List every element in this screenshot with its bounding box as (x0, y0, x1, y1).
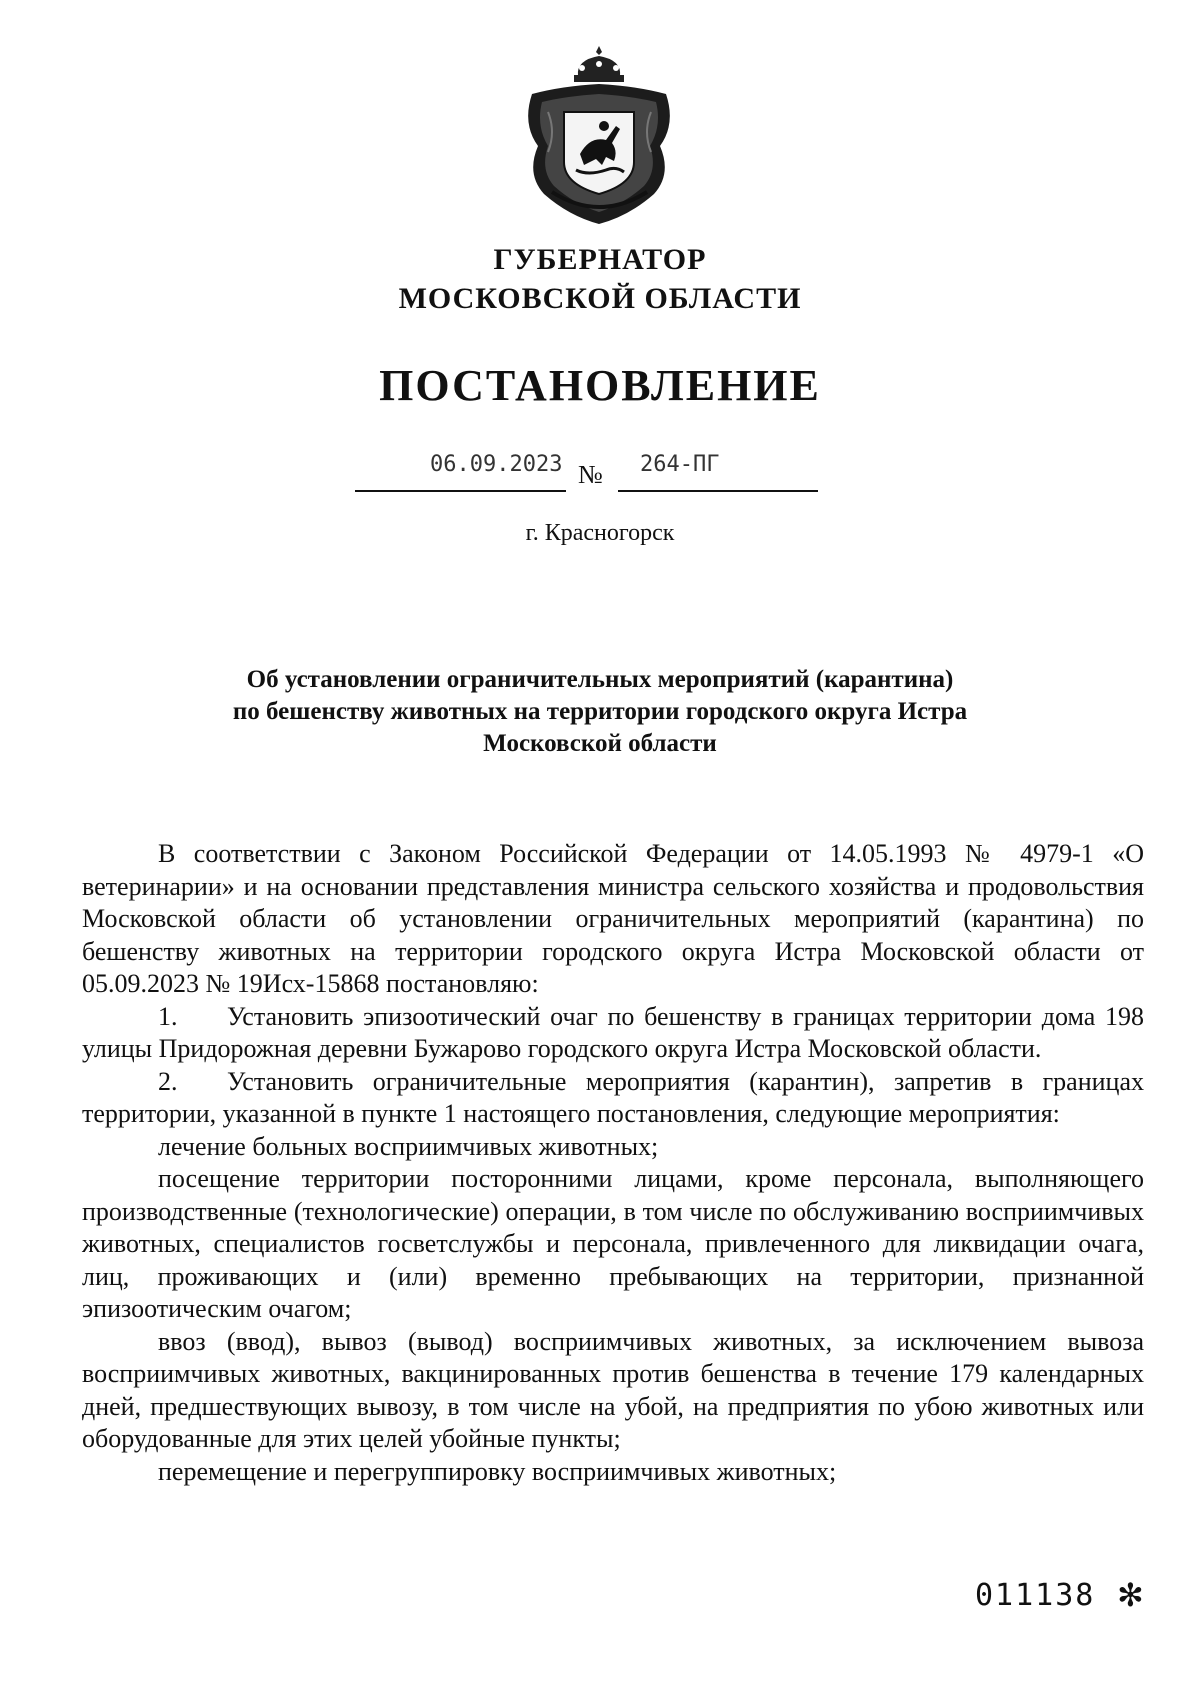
item-text: Установить ограничительные мероприятия (карантин), запретив в границах территории, указанной в пункте 1 настоящего постановления, следующие мероприятия: (82, 1066, 1144, 1128)
preamble-paragraph: В соответствии с Законом Российской Федерации от 14.05.1993 № 4979-1 «О ветеринарии» и на основании представления министра сельского хозяйства и продовольствия Московской области об установлении ограничительных мероприятий (карантина) по бешенству животных на территории городского округа Истра Московской области от 05.09.2023 № 19Исх-15868 постановляю: (82, 839, 1144, 998)
number-sign: № (578, 460, 603, 489)
asterisk-mark: ✻ (1117, 1577, 1144, 1613)
document-body (82, 838, 1144, 1488)
issuer-region: МОСКОВСКОЙ ОБЛАСТИ (398, 282, 802, 315)
issuer-title: ГУБЕРНАТОР (493, 243, 707, 276)
subject-line: Московской области (483, 730, 717, 757)
item-number: 2. (158, 1066, 178, 1096)
numbered-item (82, 1066, 1144, 1131)
document-number: 264-ПГ (640, 452, 720, 477)
restriction-item: лечение больных восприимчивых животных; (158, 1131, 659, 1161)
item-text: Установить эпизоотический очаг по бешенству в границах территории дома 198 улицы Придорожная деревни Бужарово городского округа Истра Московской области. (82, 1001, 1144, 1063)
numbered-item (82, 1001, 1144, 1066)
restriction-item: ввоз (ввод), вывоз (вывод) восприимчивых животных, за исключением вывоза восприимчивых животных, вакцинированных против бешенства в течение 179 календарных дней, предшествующих вывозу, в том числе на убой, на предприятия по убою животных или оборудованные для этих целей убойные пункты; (82, 1326, 1144, 1453)
subject-line: Об установлении ограничительных мероприятий (карантина) (246, 666, 954, 693)
form-serial-number: 011138 (975, 1578, 1096, 1613)
document-type-title: ПОСТАНОВЛЕНИЕ (379, 361, 821, 410)
item-number: 1. (158, 1001, 178, 1031)
issue-city: г. Красногорск (525, 520, 675, 546)
subject-line: по бешенству животных на территории городского округа Истра (232, 698, 968, 725)
restriction-item: посещение территории посторонними лицами, кроме персонала, выполняющего производственные (технологические) операции, в том числе по обслуживанию восприимчивых животных, специалистов госветслужбы и персонала, привлеченного для ликвидации очага, лиц, проживающих и (или) временно пребывающих на территории, признанной эпизоотическим очагом; (82, 1164, 1144, 1323)
restriction-item: перемещение и перегруппировку восприимчивых животных; (158, 1456, 837, 1486)
document-date: 06.09.2023 (430, 452, 563, 477)
document-subject (140, 664, 1060, 760)
coat-of-arms-emblem (512, 42, 687, 227)
